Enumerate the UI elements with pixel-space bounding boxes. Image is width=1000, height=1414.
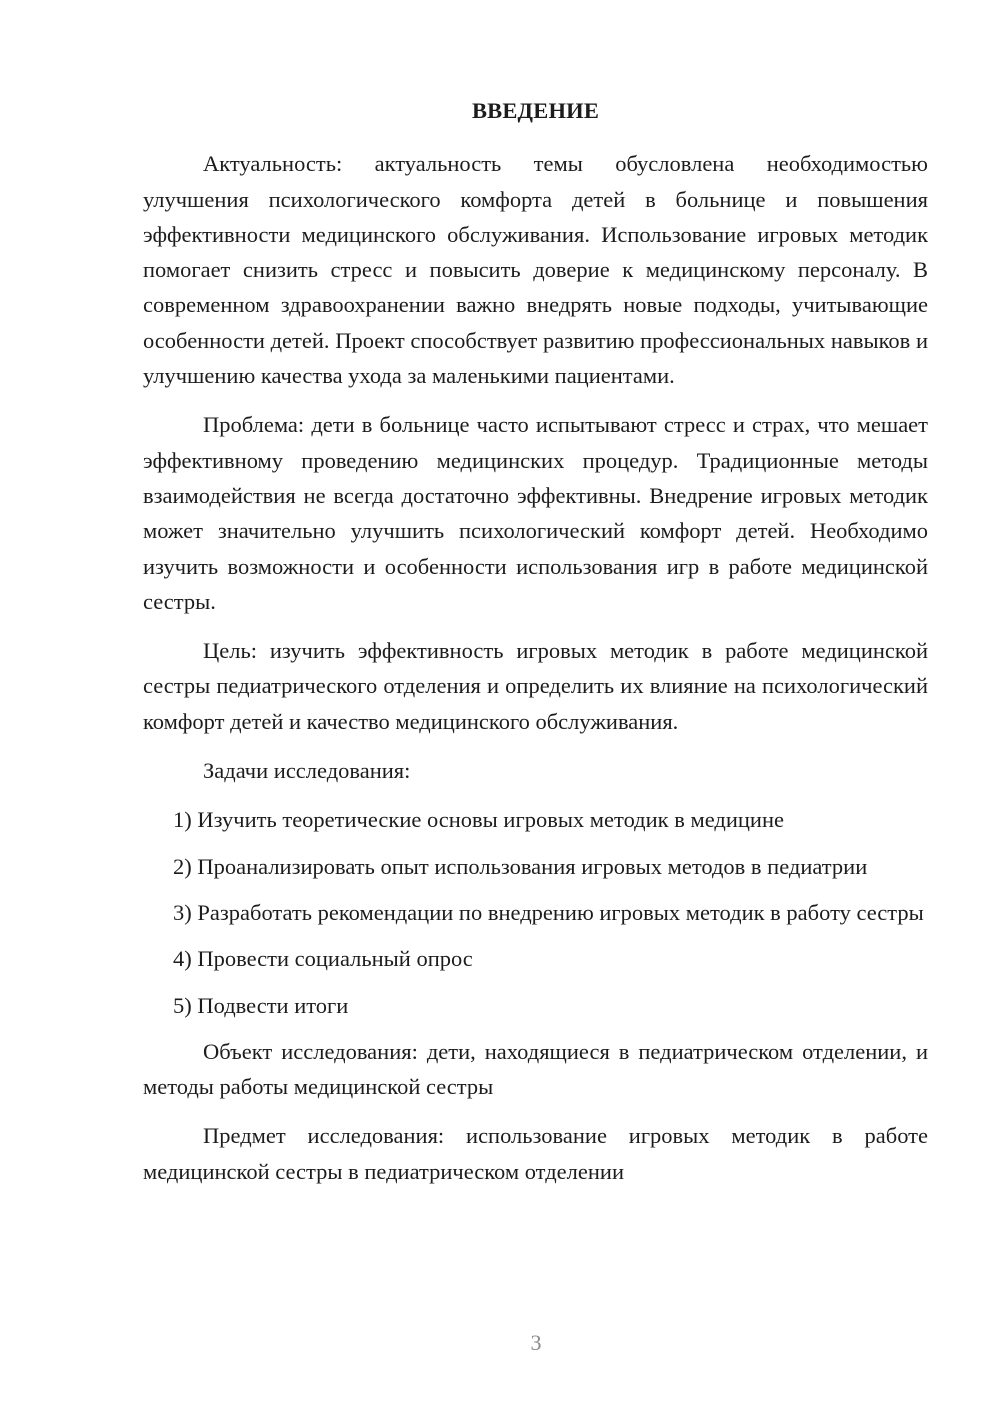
object-paragraph: Объект исследования: дети, находящиеся в педиатрическом отделении, и методы работы медицинской сестры xyxy=(143,1038,928,1100)
tasks-list xyxy=(143,802,928,1022)
goal-paragraph: Цель: изучить эффективность игровых методик в работе медицинской сестры педиатрического отделения и определить их влияние на психологический комфорт детей и качество медицинского обслуживания. xyxy=(143,638,928,734)
document-body xyxy=(143,93,928,1203)
list-item: 5) Подвести итоги xyxy=(173,992,349,1018)
list-item: 4) Провести социальный опрос xyxy=(173,946,473,972)
subject-paragraph: Предмет исследования: использование игровых методик в работе медицинской сестры в педиатрическом отделении xyxy=(143,1123,928,1184)
problem-paragraph: Проблема: дети в больнице часто испытывают стресс и страх, что мешает эффективному проведению медицинских процедур. Традиционные методы взаимодействия не всегда достаточно эффективны. Внедрение игровых методик может значительно улучшить психологический комфорт детей. Необходимо изучить возможности и особенности использования игр в работе медицинской сестры. xyxy=(143,412,928,614)
list-item: 3) Разработать рекомендации по внедрению игровых методик в работу сестры xyxy=(173,899,924,925)
relevance-paragraph: Актуальность: актуальность темы обусловлена необходимостью улучшения психологического комфорта детей в больнице и повышения эффективности медицинского обслуживания. Использование игровых методик помогает снизить стресс и повысить доверие к медицинскому персоналу. В современном здравоохранении важно внедрять новые подходы, учитывающие особенности детей. Проект способствует развитию профессиональных навыков и улучшению качества ухода за маленькими пациентами. xyxy=(143,151,928,389)
section-title: ВВЕДЕНИЕ xyxy=(471,98,600,123)
list-item: 1) Изучить теоретические основы игровых методик в медицине xyxy=(173,807,784,833)
tasks-heading: Задачи исследования: xyxy=(203,758,411,784)
list-item: 2) Проанализировать опыт использования игровых методов в педиатрии xyxy=(173,853,868,879)
page-number: 3 xyxy=(530,1330,542,1355)
